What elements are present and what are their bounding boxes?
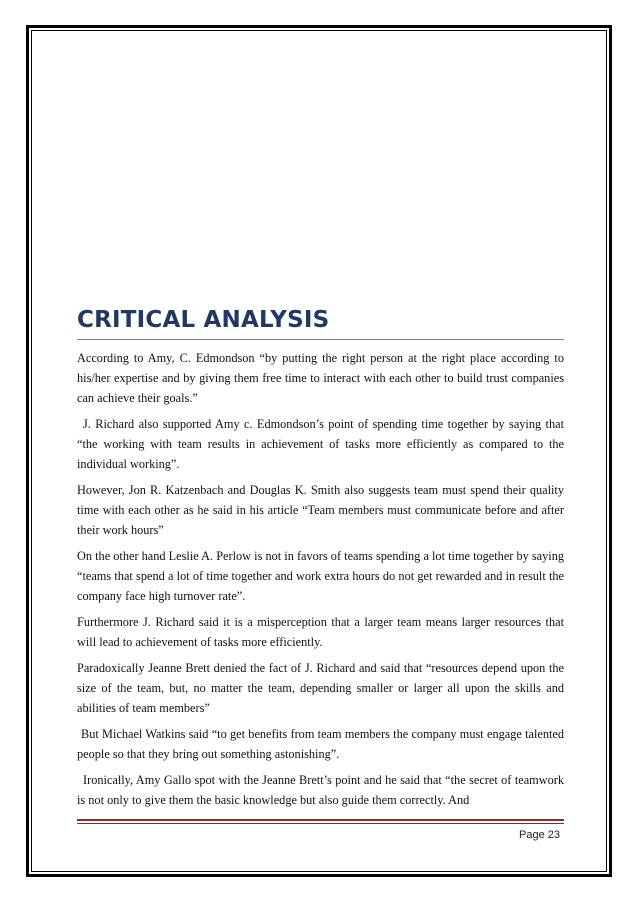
section-heading: CRITICAL ANALYSIS [77, 307, 330, 333]
paragraph: Furthermore J. Richard said it is a misperception that a larger team means larger resources that will lead to achievement of tasks more efficiently. [77, 615, 564, 649]
paragraph: Ironically, Amy Gallo spot with the Jeanne Brett’s point and he said that “the secret of teamwork is not only to give them the basic knowledge but also guide them correctly. And [77, 773, 564, 807]
paragraph: However, Jon R. Katzenbach and Douglas K. Smith also suggests team must spend their quality time with each other as he said in his article “Team members must communicate before and after their work hours” [77, 483, 564, 537]
page-number: Page 23 [519, 829, 560, 841]
paragraph: J. Richard also supported Amy c. Edmondson’s point of spending time together by saying that “the working with team results in achievement of tasks more efficiently as compared to the individual working”. [77, 417, 564, 471]
paragraph: Paradoxically Jeanne Brett denied the fact of J. Richard and said that “resources depend upon the size of the team, but, no matter the team, depending smaller or larger all upon the skills and abilities of team members” [77, 661, 564, 715]
paragraph: According to Amy, C. Edmondson “by putting the right person at the right place according to his/her expertise and by giving them free time to interact with each other to build trust companies can achieve their goals.” [77, 351, 564, 405]
footer-rule-thick [77, 819, 564, 821]
heading-underline [77, 339, 564, 340]
paragraph: On the other hand Leslie A. Perlow is not in favors of teams spending a lot time together by saying “teams that spend a lot of time together and work extra hours do not get rewarded and in result the company face high turnover rate”. [77, 549, 564, 603]
body-text [77, 348, 564, 816]
footer-rule-thin [77, 823, 564, 824]
paragraph: But Michael Watkins said “to get benefits from team members the company must engage talented people so that they bring out something astonishing”. [77, 727, 564, 761]
